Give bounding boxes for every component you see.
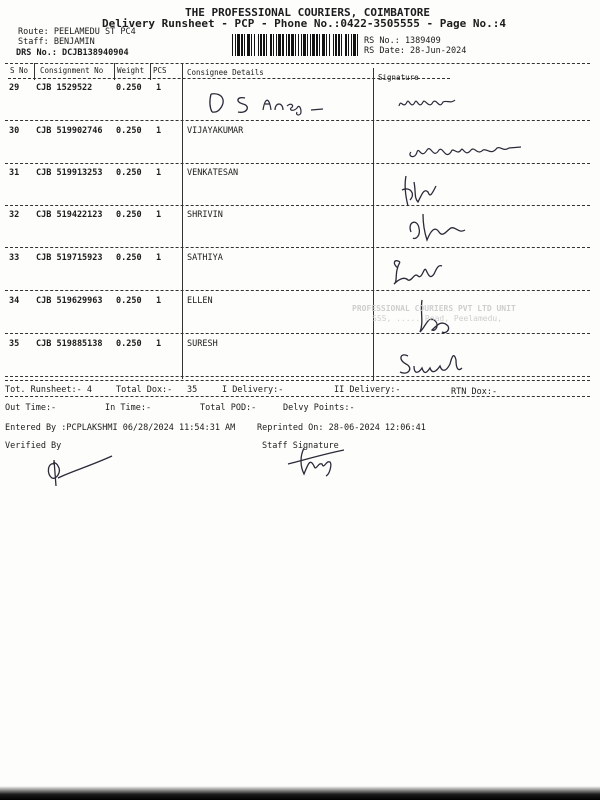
col-divider [182, 63, 183, 379]
col-header-consignment: Consignment No [40, 66, 104, 75]
barcode-bar [357, 34, 358, 56]
row-consignment-no: CJB 519629963 [36, 296, 103, 306]
col-divider [34, 63, 35, 80]
company-title: THE PROFESSIONAL COURIERS, COIMBATORE [185, 6, 431, 19]
row-pcs: 1 [156, 168, 162, 178]
col-header-consignee: Consignee Details [187, 68, 264, 77]
row-separator [5, 205, 590, 206]
barcode-bar [298, 34, 299, 56]
barcode-bar [244, 34, 245, 56]
barcode-bar [241, 34, 243, 56]
barcode-bar [251, 34, 252, 56]
barcode-bar [326, 34, 327, 56]
barcode-bar [333, 34, 334, 56]
signature-row-30 [405, 138, 530, 166]
row-consignee: SATHIYA [187, 253, 223, 263]
row-sno: 34 [9, 296, 20, 306]
table-header-rule [8, 78, 450, 79]
signature-row-35 [396, 346, 470, 382]
barcode-bar [266, 34, 267, 56]
ii-delivery: II Delivery:- [334, 385, 401, 395]
scan-shadow [0, 786, 600, 800]
barcode-bar [353, 34, 356, 56]
row-pcs: 1 [156, 253, 162, 263]
row-pcs: 1 [156, 210, 162, 220]
barcode-bar [348, 34, 349, 56]
row-sno: 35 [9, 339, 20, 349]
row-separator [5, 290, 590, 291]
row-separator [5, 247, 590, 248]
barcode-bar [282, 34, 284, 56]
reprinted-on: Reprinted On: 28-06-2024 12:06:41 [257, 423, 426, 433]
barcode-bar [260, 34, 262, 56]
table-top-rule [5, 63, 590, 64]
row-sno: 33 [9, 253, 20, 263]
barcode-bar [237, 34, 240, 56]
row-weight: 0.250 [116, 253, 142, 263]
verified-by-signature [40, 452, 116, 488]
barcode-bar [254, 34, 255, 56]
row-pcs: 1 [156, 339, 162, 349]
rs-number: RS No.: 1389409 [364, 36, 441, 46]
verified-by: Verified By [5, 441, 62, 451]
barcode-bar [303, 34, 306, 56]
row-weight: 0.250 [116, 168, 142, 178]
barcode-bar [307, 34, 308, 56]
row-separator [5, 120, 590, 121]
barcode-bar [270, 34, 272, 56]
barcode-bar [247, 34, 250, 56]
row-consignment-no: CJB 1529522 [36, 83, 93, 93]
staff-signature-label: Staff Signature [262, 441, 339, 451]
in-time: In Time:- [105, 403, 152, 413]
row-consignee: SURESH [187, 339, 218, 349]
barcode-bar [322, 34, 325, 56]
barcode-bar [288, 34, 290, 56]
barcode-bar [329, 34, 330, 56]
barcode-bar [286, 34, 287, 56]
rtn-dox: RTN Dox:- [451, 387, 498, 397]
staff-signature [284, 442, 354, 482]
row-consignment-no: CJB 519902746 [36, 126, 103, 136]
runsheet-title: Delivery Runsheet - PCP - Phone No.:0422-3505555 - Page No.:4 [102, 17, 506, 30]
barcode-bar [338, 34, 340, 56]
col-header-sno: S No [10, 66, 29, 75]
row-pcs: 1 [156, 83, 162, 93]
row-consignee: ELLEN [187, 296, 213, 306]
row-sno: 32 [9, 210, 20, 220]
row-weight: 0.250 [116, 296, 142, 306]
barcode-bar [295, 34, 296, 56]
col-header-weight: Weight [117, 66, 145, 75]
barcode-bar [319, 34, 320, 56]
delvy-points: Delvy Points:- [283, 403, 355, 413]
row-weight: 0.250 [116, 83, 142, 93]
row-weight: 0.250 [116, 210, 142, 220]
row-consignment-no: CJB 519913253 [36, 168, 103, 178]
tot-runsheet: Tot. Runsheet:- 4 [5, 385, 92, 395]
i-delivery: I Delivery:- [222, 385, 284, 395]
signature-row-31 [398, 172, 448, 212]
row-consignment-no: CJB 519422123 [36, 210, 103, 220]
row-consignee: VENKATESAN [187, 168, 239, 178]
barcode-bar [341, 34, 342, 56]
row-weight: 0.250 [116, 339, 142, 349]
row-sno: 29 [9, 83, 20, 93]
drs-number: DRS No.: DCJB138940904 [16, 48, 129, 58]
barcode-bar [312, 34, 315, 56]
row-consignee: SHRIVIN [187, 210, 223, 220]
barcode-bar [273, 34, 274, 56]
col-header-signature: Signature [378, 73, 419, 82]
out-time: Out Time:- [5, 403, 57, 413]
row-consignment-no: CJB 519715923 [36, 253, 103, 263]
signature-row-29 [395, 92, 475, 114]
staff-label: Staff: BENJAMIN [18, 37, 95, 47]
row-weight: 0.250 [116, 126, 142, 136]
barcode-bar [291, 34, 294, 56]
barcode-bar [310, 34, 311, 56]
row-sno: 31 [9, 168, 20, 178]
row-pcs: 1 [156, 126, 162, 136]
route-label: Route: PEELAMEDU ST PC4 [18, 27, 136, 37]
barcode-bar [263, 34, 265, 56]
rs-date: RS Date: 28-Jun-2024 [364, 46, 467, 56]
barcode-bar [301, 34, 302, 56]
row-consignment-no: CJB 519885138 [36, 339, 103, 349]
barcode-bar [235, 34, 236, 56]
col-header-pcs: PCS [153, 66, 167, 75]
col-divider [150, 63, 151, 80]
col-divider [114, 63, 115, 80]
signature-row-33 [390, 254, 450, 290]
signature-row-32 [405, 210, 473, 246]
handwritten-consignee-name [205, 88, 335, 118]
total-pod: Total POD:- [200, 403, 257, 413]
company-stamp [352, 304, 516, 324]
total-dox-value: 35 [187, 385, 198, 395]
totals-top-rule [5, 380, 590, 381]
barcode-bar [351, 34, 352, 56]
row-pcs: 1 [156, 296, 162, 306]
barcode-bar [345, 34, 347, 56]
barcode-bar [232, 34, 233, 56]
row-separator [5, 376, 590, 377]
barcode-bar [276, 34, 277, 56]
barcode-bar [316, 34, 318, 56]
row-sno: 30 [9, 126, 20, 136]
row-separator [5, 333, 590, 334]
total-dox-label: Total Dox:- [116, 385, 173, 395]
row-consignee: VIJAYAKUMAR [187, 126, 244, 136]
barcode-bar [335, 34, 337, 56]
stamp-line-1: PROFESSIONAL COURIERS PVT LTD UNIT [352, 304, 516, 313]
barcode-bar [278, 34, 281, 56]
totals-bottom-rule [5, 396, 590, 397]
barcode-image [232, 34, 358, 56]
entered-by: Entered By :PCPLAKSHMI 06/28/2024 11:54:31 AM [5, 423, 236, 433]
stamp-line-2: SSS, ..... Road, Peelamedu, [372, 314, 503, 323]
barcode-bar [258, 34, 259, 56]
